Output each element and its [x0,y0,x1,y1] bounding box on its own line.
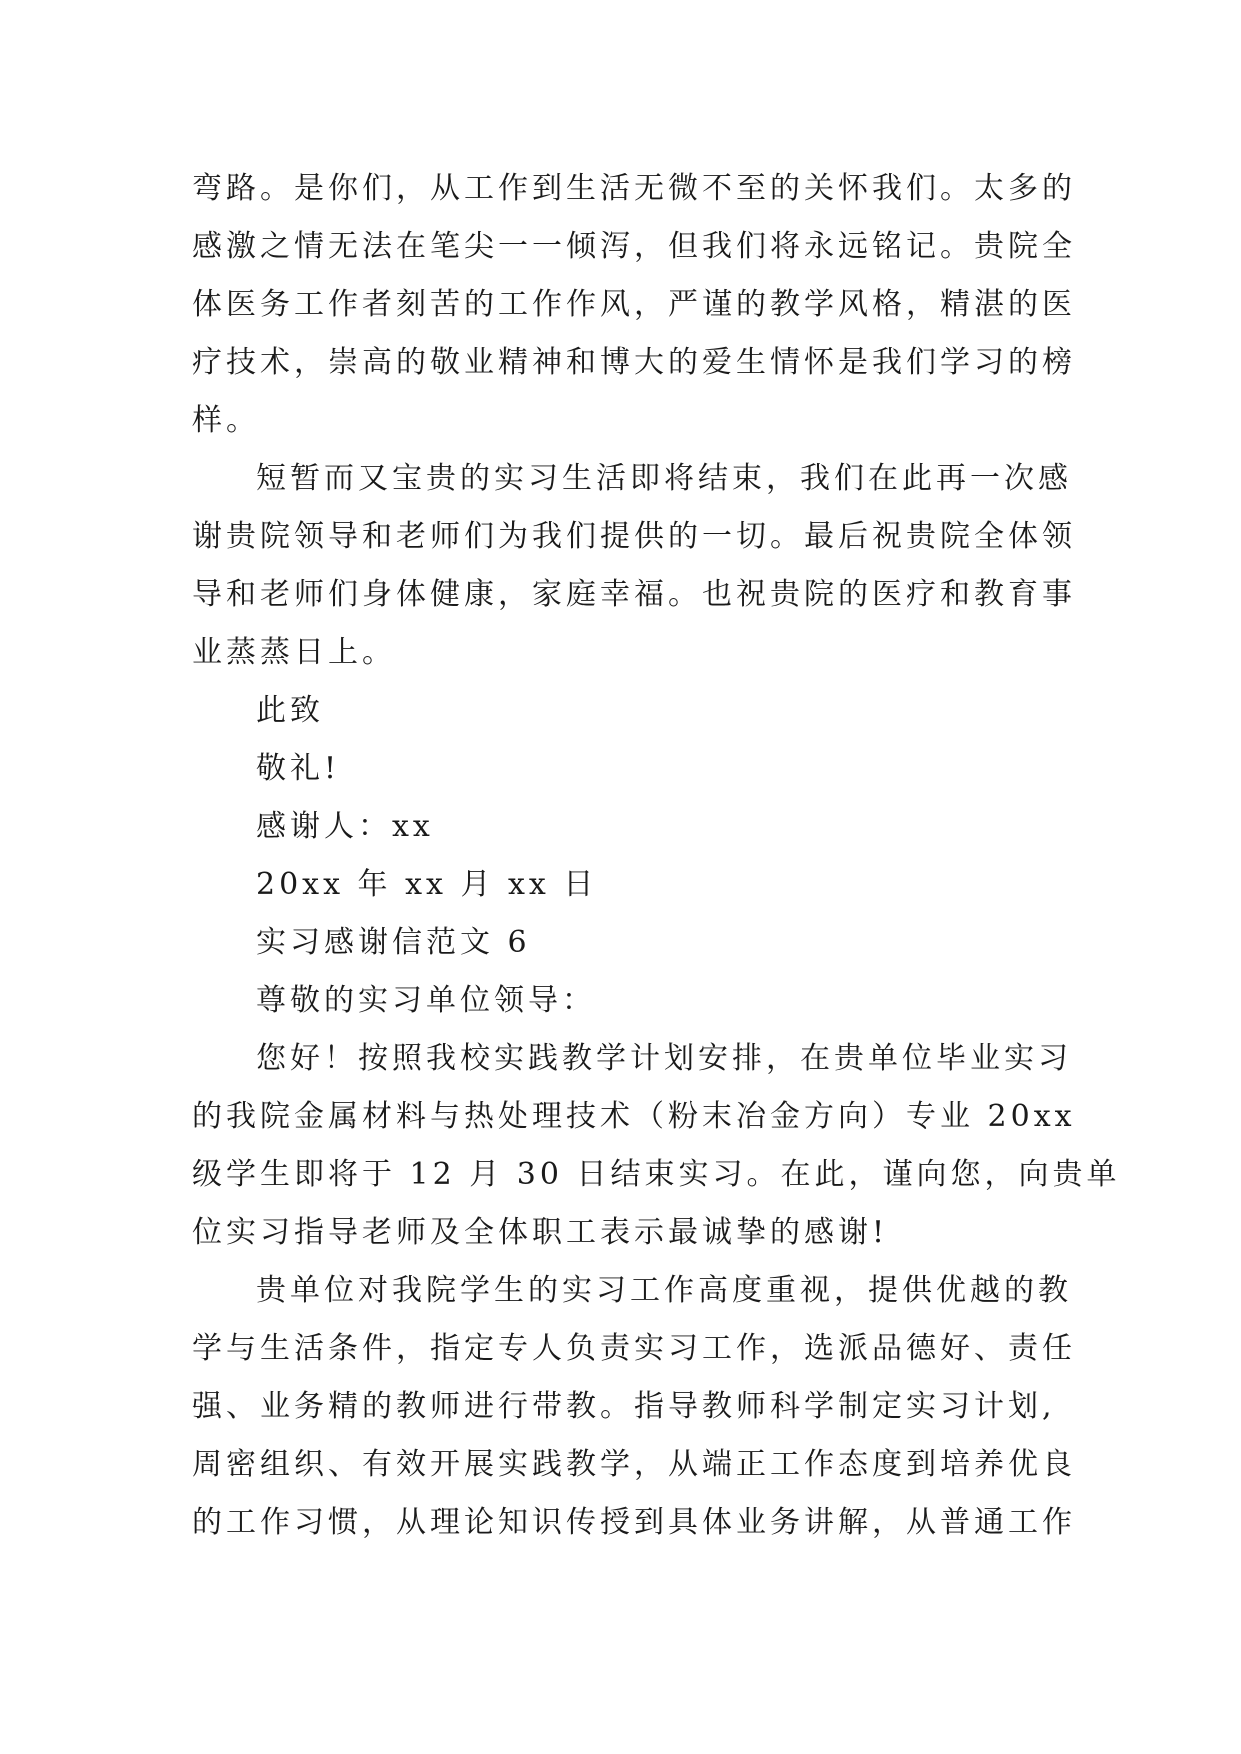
text-line: 敬礼! [256,751,341,786]
text-line: 贵单位对我院学生的实习工作高度重视，提供优越的教 [256,1273,1072,1308]
text-line: 的我院金属材料与热处理技术（粉末冶金方向）专业 20xx [192,1099,1076,1134]
text-line: 尊敬的实习单位领导： [256,983,596,1018]
text-line: 周密组织、有效开展实践教学，从端正工作态度到培养优良 [192,1447,1076,1482]
text-line: 短暂而又宝贵的实习生活即将结束，我们在此再一次感 [256,461,1072,496]
text-line: 学与生活条件，指定专人负责实习工作，选派品德好、责任 [192,1331,1076,1366]
text-line: 20xx 年 xx 月 xx 日 [256,867,598,902]
text-line: 体医务工作者刻苦的工作作风，严谨的教学风格，精湛的医 [192,287,1076,322]
text-line: 强、业务精的教师进行带教。指导教师科学制定实习计划, [192,1389,1056,1424]
text-line: 样。 [192,403,260,438]
text-line: 感谢人：xx [256,809,434,844]
text-line: 的工作习惯，从理论知识传授到具体业务讲解，从普通工作 [192,1505,1076,1540]
text-line: 导和老师们身体健康，家庭幸福。也祝贵院的医疗和教育事 [192,577,1076,612]
text-line: 您好！按照我校实践教学计划安排，在贵单位毕业实习 [256,1041,1072,1076]
text-line: 位实习指导老师及全体职工表示最诚挚的感谢! [192,1215,889,1250]
text-line: 实习感谢信范文 6 [256,925,531,960]
text-line: 级学生即将于 12 月 30 日结束实习。在此，谨向您，向贵单 [192,1157,1121,1192]
text-line: 感激之情无法在笔尖一一倾泻，但我们将永远铭记。贵院全 [192,229,1076,264]
text-line: 疗技术，崇高的敬业精神和博大的爱生情怀是我们学习的榜 [192,345,1076,380]
text-line: 弯路。是你们，从工作到生活无微不至的关怀我们。太多的 [192,171,1076,206]
text-line: 谢贵院领导和老师们为我们提供的一切。最后祝贵院全体领 [192,519,1076,554]
text-line: 此致 [256,693,324,728]
text-line: 业蒸蒸日上。 [192,635,396,670]
document-body [192,160,1121,1552]
